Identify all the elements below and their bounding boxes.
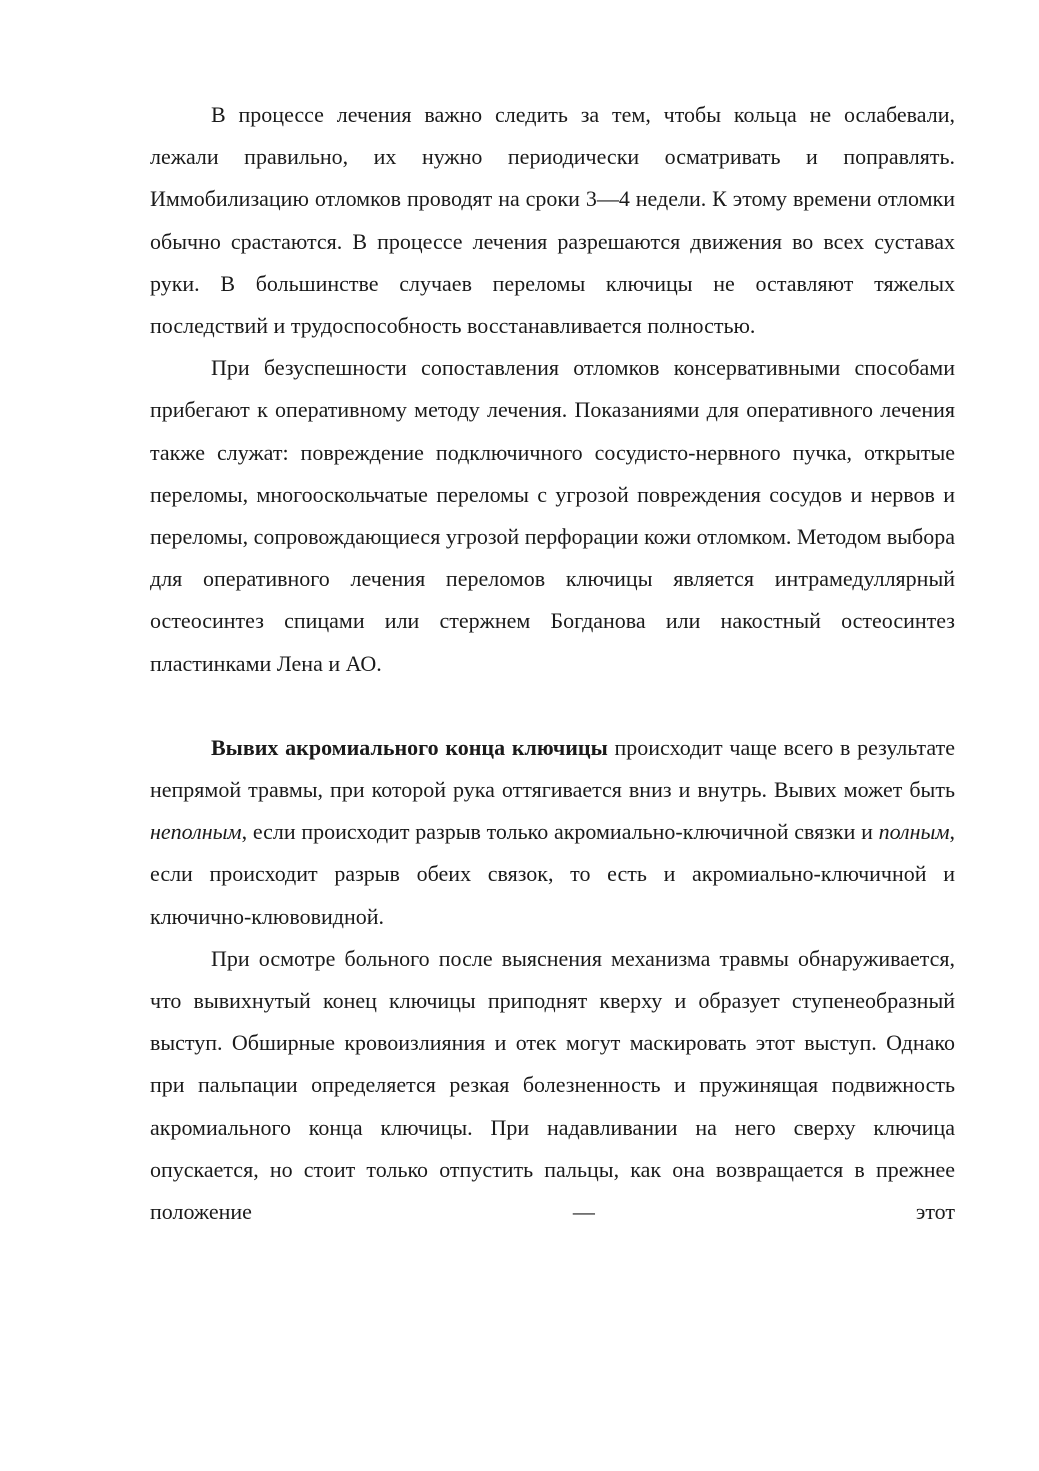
text-segment: происходит чаще всего в результате непрямой травмы, при которой рука оттягивается вниз и внутрь. Вывих может быть	[150, 734, 956, 803]
emphasis-complete: полным	[878, 819, 950, 845]
paragraph-acromial-dislocation	[150, 727, 955, 938]
text-segment: , если происходит разрыв обеих связок, то есть и акромиально-ключичной и ключично-клювовидной.	[150, 819, 955, 929]
paragraph-immobilization: В процессе лечения важно следить за тем, чтобы кольца не ослабевали, лежали правильно, их нужно периодически осматривать и поправлять. Иммобилизацию отломков проводят на сроки 3—4 недели. К этому времени отломки обычно срастаются. В процессе лечения разрешаются движения во всех суставах руки. В большинстве случаев переломы ключицы не оставляют тяжелых последствий и трудоспособность восстанавливается полностью.	[150, 102, 955, 339]
section-term: Вывих акромиального конца ключицы	[211, 734, 608, 760]
emphasis-incomplete: неполным	[150, 819, 242, 845]
document-page	[150, 94, 955, 1233]
text-segment: , если происходит разрыв только акромиально-ключичной связки и	[241, 819, 879, 845]
paragraph-examination: При осмотре больного после выяснения механизма травмы обнаруживается, что вывихнутый конец ключицы приподнят кверху и образует ступенеобразный выступ. Обширные кровоизлияния и отек могут маскировать этот выступ. Однако при пальпации определяется резкая болезненность и пружинящая подвижность акромиального конца ключицы. При надавливании на него сверху ключица опускается, но стоит только отпустить пальцы, как она возвращается в прежнее положение — этот	[150, 945, 955, 1225]
paragraph-surgical-treatment: При безуспешности сопоставления отломков консервативными способами прибегают к оперативному методу лечения. Показаниями для оперативного лечения также служат: повреждение подключичного сосудисто-нервного пучка, открытые переломы, многооскольчатые переломы с угрозой повреждения сосудов и нервов и переломы, сопровождающиеся угрозой перфорации кожи отломком. Методом выбора для оперативного лечения переломов ключицы является интрамедуллярный остеосинтез спицами или стержнем Богданова или накостный остеосинтез пластинками Лена и АО.	[150, 355, 955, 676]
